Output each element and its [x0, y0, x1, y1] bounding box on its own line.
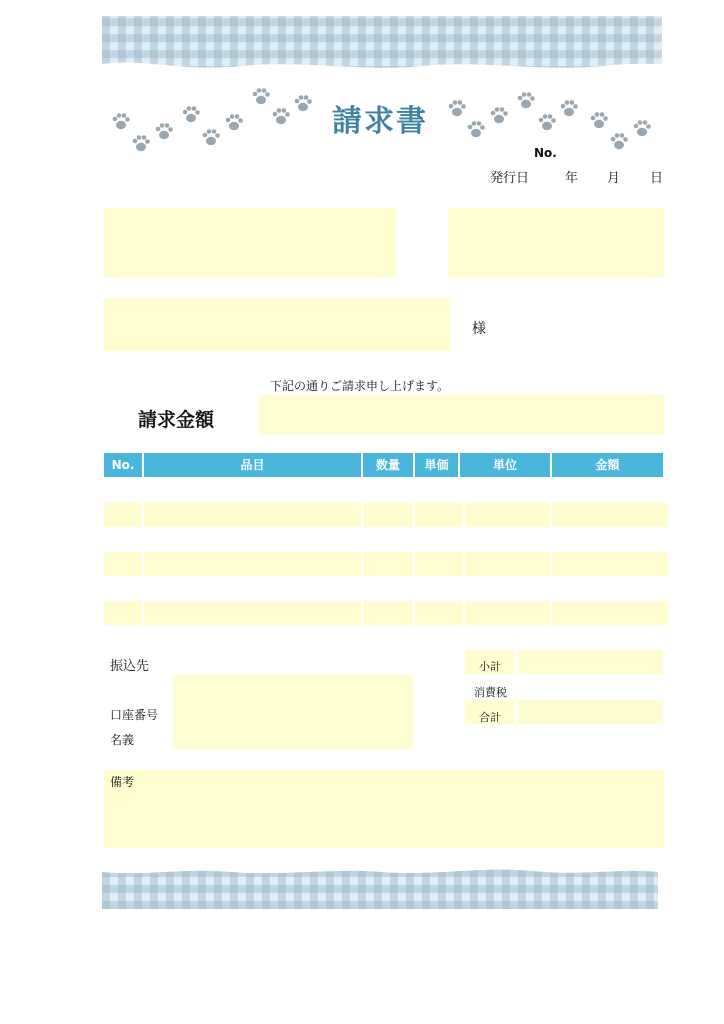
paw-icon [131, 134, 151, 154]
paw-icon [466, 120, 486, 140]
document-title: 請求書 [332, 104, 428, 139]
table-cell-unit[interactable] [465, 552, 550, 576]
paw-icon [224, 113, 244, 133]
table-cell-item[interactable] [144, 601, 361, 625]
issuer-info-box[interactable] [448, 208, 664, 277]
recipient-name-box[interactable] [104, 298, 450, 351]
paw-icon [251, 87, 271, 107]
table-cell-unit-price[interactable] [415, 552, 463, 576]
paw-icon [293, 94, 313, 114]
month-label: 月 [607, 171, 621, 186]
table-cell-item[interactable] [144, 503, 361, 527]
paw-icon [111, 112, 131, 132]
table-cell-unit-price[interactable] [415, 503, 463, 527]
table-cell-item[interactable] [144, 552, 361, 576]
bank-info-box[interactable] [173, 675, 413, 749]
table-cell-no[interactable] [104, 552, 142, 576]
paw-icon [447, 99, 467, 119]
bottom-gingham-banner [102, 866, 658, 909]
account-number-label: 口座番号 [110, 708, 159, 722]
table-cell-quantity[interactable] [363, 552, 413, 576]
subtotal-value-box[interactable] [518, 650, 663, 674]
recipient-address-box[interactable] [104, 208, 396, 277]
number-label: No. [534, 146, 557, 160]
table-header-quantity: 数量 [363, 453, 413, 477]
total-label: 合計 [479, 711, 501, 724]
table-cell-unit-price[interactable] [415, 601, 463, 625]
table-cell-amount[interactable] [552, 503, 668, 527]
table-cell-quantity[interactable] [363, 503, 413, 527]
tax-label: 消費税 [474, 686, 507, 699]
paw-icon [489, 106, 509, 126]
table-cell-quantity[interactable] [363, 601, 413, 625]
account-name-label: 名義 [110, 733, 135, 747]
table-cell-no[interactable] [104, 601, 142, 625]
amount-label: 請求金額 [138, 409, 215, 431]
paw-icon [516, 91, 536, 111]
top-gingham-banner [102, 16, 662, 74]
paw-icon [271, 107, 291, 127]
paw-icon [609, 132, 629, 152]
paw-icon [154, 122, 174, 142]
top-wave-edge [102, 58, 662, 74]
paw-icon [589, 111, 609, 131]
paw-icon [632, 119, 652, 139]
honorific-label: 様 [472, 321, 486, 337]
remarks-box[interactable] [104, 770, 664, 848]
table-cell-amount[interactable] [552, 601, 668, 625]
remarks-label: 備考 [110, 775, 135, 789]
table-header-amount: 金額 [552, 453, 663, 477]
intro-text: 下記の通りご請求申し上げます。 [270, 379, 450, 393]
amount-value-box[interactable] [259, 395, 664, 435]
year-label: 年 [565, 171, 579, 186]
table-cell-unit[interactable] [465, 503, 550, 527]
paw-icon [537, 113, 557, 133]
day-label: 日 [650, 171, 664, 186]
table-header-unit: 単位 [460, 453, 550, 477]
table-header-no: No. [104, 453, 142, 477]
paw-icon [201, 128, 221, 148]
issue-date-label: 発行日 [490, 171, 530, 186]
subtotal-label: 小計 [479, 660, 501, 673]
transfer-label: 振込先 [110, 659, 150, 674]
table-cell-no[interactable] [104, 503, 142, 527]
table-header-item: 品目 [144, 453, 361, 477]
table-cell-amount[interactable] [552, 552, 668, 576]
table-cell-unit[interactable] [465, 601, 550, 625]
bottom-wave-edge [102, 866, 658, 878]
table-header-unit-price: 単価 [415, 453, 458, 477]
paw-icon [181, 105, 201, 125]
paw-icon [559, 99, 579, 119]
total-value-box[interactable] [518, 700, 663, 724]
